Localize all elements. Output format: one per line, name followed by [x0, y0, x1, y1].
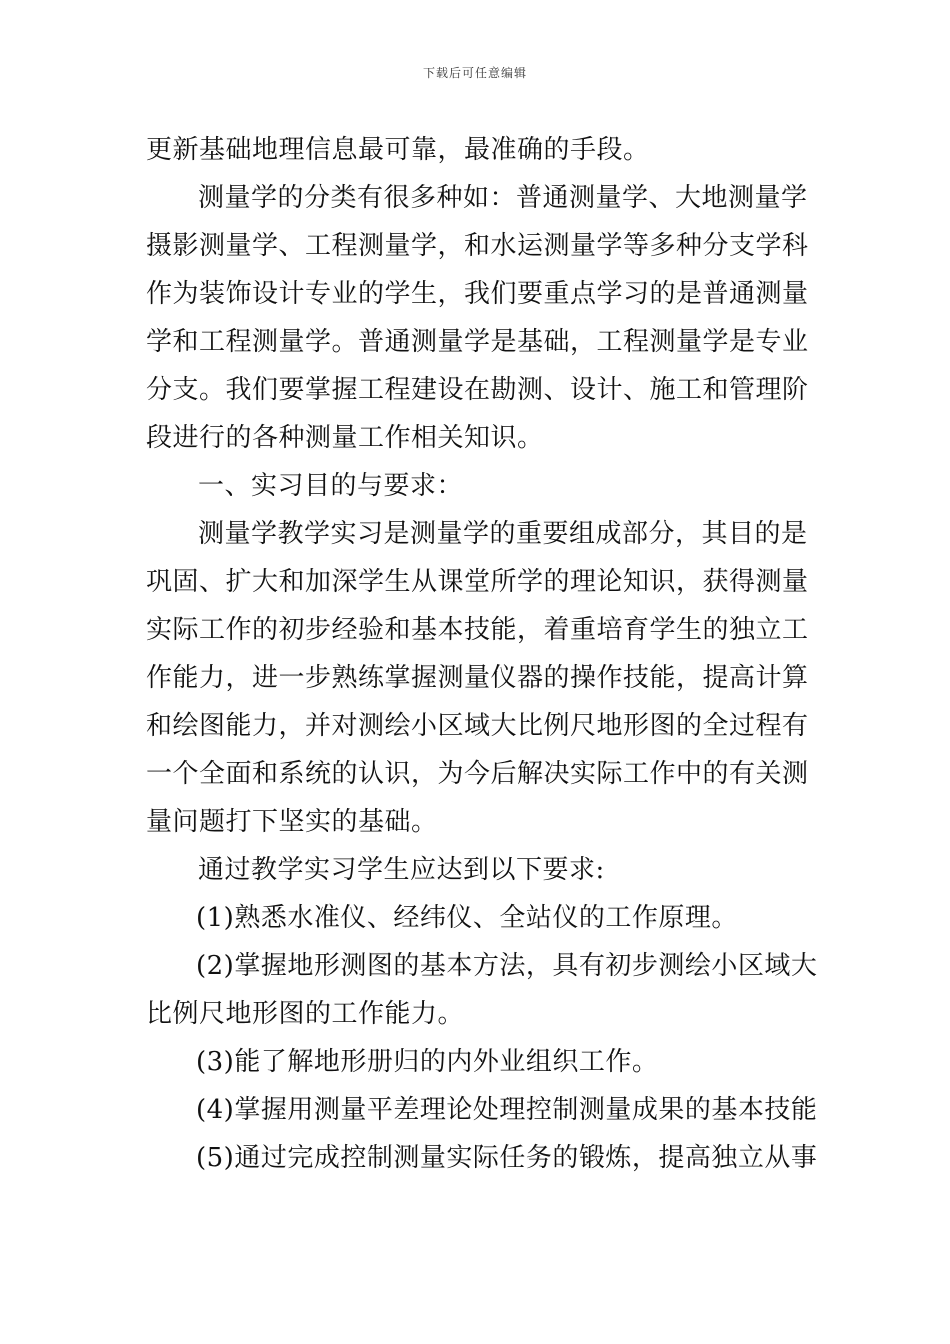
paragraph-line: 量问题打下坚实的基础。 [146, 807, 438, 837]
document-body [146, 126, 818, 1182]
list-item: (2)掌握地形测图的基本方法，具有初步测绘小区域大 [196, 951, 818, 981]
paragraph-line: 段进行的各种测量工作相关知识。 [146, 423, 544, 453]
paragraph-line: 更新基础地理信息最可靠，最准确的手段。 [146, 135, 650, 165]
paragraph-line: 和绘图能力，并对测绘小区域大比例尺地形图的全过程有 [146, 711, 809, 741]
paragraph-line: 巩固、扩大和加深学生从课堂所学的理论知识，获得测量 [146, 567, 809, 597]
paragraph-line: 实际工作的初步经验和基本技能，着重培育学生的独立工 [146, 615, 809, 645]
list-item: (3)能了解地形册归的内外业组织工作。 [196, 1047, 659, 1077]
paragraph-line: 比例尺地形图的工作能力。 [146, 999, 465, 1029]
paragraph-line: 分支。我们要掌握工程建设在勘测、设计、施工和管理阶 [146, 375, 809, 405]
paragraph-line: 作能力，进一步熟练掌握测量仪器的操作技能，提高计算 [146, 663, 809, 693]
paragraph-line: 一个全面和系统的认识，为今后解决实际工作中的有关测 [146, 759, 809, 789]
list-item: (4)掌握用测量平差理论处理控制测量成果的基本技能 [196, 1095, 818, 1125]
section-heading: 一、实习目的与要求： [198, 471, 464, 501]
list-item: (5)通过完成控制测量实际任务的锻炼，提高独立从事 [196, 1143, 818, 1173]
paragraph-line: 摄影测量学、工程测量学，和水运测量学等多种分支学科 [146, 231, 809, 261]
list-item: (1)熟悉水准仪、经纬仪、全站仪的工作原理。 [196, 903, 738, 933]
paragraph-line: 测量学教学实习是测量学的重要组成部分，其目的是 [198, 519, 808, 549]
paragraph-line: 学和工程测量学。普通测量学是基础，工程测量学是专业 [146, 327, 809, 357]
paragraph-line: 通过教学实习学生应达到以下要求: [198, 855, 605, 885]
paragraph-line: 测量学的分类有很多种如：普通测量学、大地测量学 [198, 183, 808, 213]
page-header: 下载后可任意编辑 [422, 66, 527, 80]
paragraph-line: 作为装饰设计专业的学生，我们要重点学习的是普通测量 [146, 279, 809, 309]
